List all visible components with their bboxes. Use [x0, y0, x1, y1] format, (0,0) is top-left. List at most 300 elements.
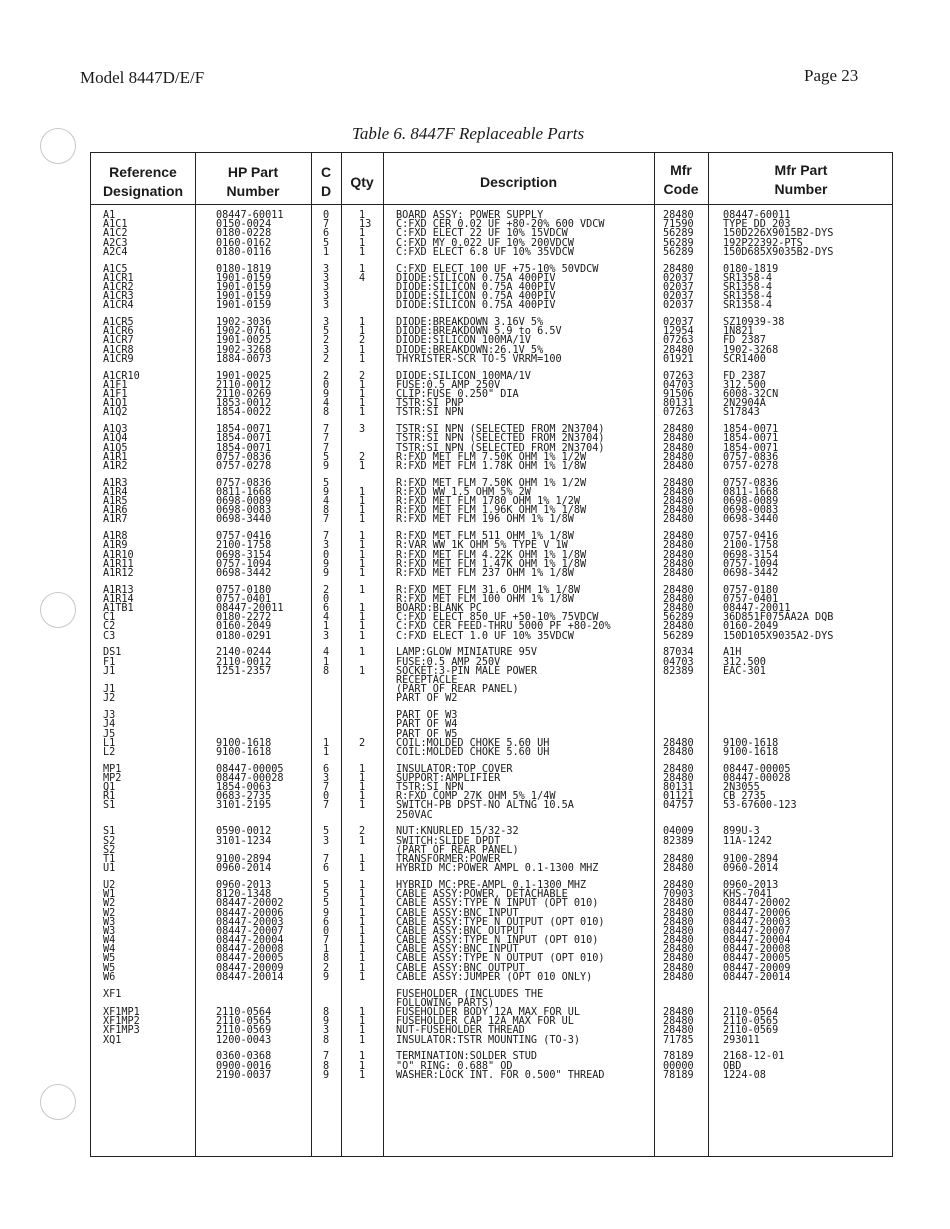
- mfr-part-number: 08447-20002: [723, 898, 791, 910]
- description: C:FXD ELECT 1.0 UF 10% 35VDCW: [396, 630, 574, 642]
- mfr-code: 04757: [663, 800, 694, 812]
- mfr-part-number: 9100-1618: [723, 737, 779, 749]
- mfr-code: 28480: [663, 584, 694, 596]
- mfr-code: 91506: [663, 388, 694, 400]
- check-digit: 8: [323, 1006, 330, 1018]
- mfr-code: 02037: [663, 317, 694, 329]
- check-digit: 1: [323, 944, 330, 956]
- ref-designation: A1CR10: [103, 370, 140, 382]
- check-digit: 7: [323, 424, 330, 436]
- ref-designation: A2C4: [103, 246, 128, 258]
- table-row: [91, 1071, 892, 1080]
- qty: 1: [359, 925, 366, 937]
- mfr-part-number: SCR1400: [723, 353, 766, 365]
- mfr-code: 82389: [663, 665, 694, 677]
- row-group: [91, 265, 892, 311]
- mfr-part-number: 08447-20007: [723, 925, 791, 937]
- hp-part-number: 2100-1758: [216, 540, 272, 552]
- mfr-code: 28480: [663, 953, 694, 965]
- mfr-code: 07263: [663, 370, 694, 382]
- qty: 1: [359, 486, 366, 498]
- hp-part-number: 0150-0024: [216, 219, 272, 231]
- description: COIL:MOLDED CHOKE 5.60 UH: [396, 746, 550, 758]
- qty: 1: [359, 344, 366, 356]
- mfr-part-number: 312.500: [723, 379, 766, 391]
- hp-part-number: 1853-0012: [216, 398, 272, 410]
- ref-designation: W5: [103, 953, 116, 965]
- check-digit: 9: [323, 1069, 330, 1081]
- mfr-code: 28480: [663, 540, 694, 552]
- ref-designation: W5: [103, 962, 116, 974]
- punch-hole-bottom: [40, 1084, 76, 1120]
- description: C:FXD ELECT 22 UF 10% 15VDCW: [396, 228, 568, 240]
- check-digit: 4: [323, 647, 330, 659]
- mfr-part-number: 0180-1819: [723, 263, 779, 275]
- description: THYRISTER-SCR TO-5 VRRM=100: [396, 353, 562, 365]
- check-digit: 4: [323, 398, 330, 410]
- description: R:FXD MET FLM 4.22K OHM 1% 1/8W: [396, 549, 587, 561]
- description: CABLE ASSY:BNC INPUT: [396, 944, 519, 956]
- description: CABLE ASSY:TYPE N OUTPUT (OPT 010): [396, 953, 605, 965]
- check-digit: 3: [323, 772, 330, 784]
- ref-designation: MP1: [103, 763, 122, 775]
- row-group: [91, 211, 892, 257]
- ref-designation: A1R3: [103, 477, 128, 489]
- hp-part-number: 2110-0565: [216, 1016, 272, 1028]
- mfr-part-number: SR1358-4: [723, 272, 773, 284]
- check-digit: 6: [323, 228, 330, 240]
- table-row: [91, 301, 892, 310]
- row-group: [91, 1052, 892, 1080]
- hp-part-number: 0757-0278: [216, 460, 272, 472]
- ref-designation: L1: [103, 737, 116, 749]
- check-digit: 0: [323, 925, 330, 937]
- table-row: [91, 462, 892, 471]
- hp-part-number: 1251-2357: [216, 665, 272, 677]
- ref-designation: C3: [103, 630, 116, 642]
- table-row: [91, 801, 892, 810]
- mfr-part-number: 08447-00028: [723, 772, 791, 784]
- ref-designation: A1R6: [103, 505, 128, 517]
- description: R:FXD MET FLM 1.78K OHM 1% 1/8W: [396, 460, 587, 472]
- qty: 1: [359, 621, 366, 633]
- qty: 1: [359, 549, 366, 561]
- mfr-code: 56289: [663, 630, 694, 642]
- description: R:FXD COMP 27K OHM 5% 1/4W: [396, 791, 556, 803]
- check-digit: 7: [323, 433, 330, 445]
- ref-designation: XF1MP1: [103, 1006, 140, 1018]
- ref-designation: A1CR6: [103, 326, 134, 338]
- mfr-code: 01121: [663, 791, 694, 803]
- check-digit: 5: [323, 477, 330, 489]
- table-row: [91, 569, 892, 578]
- mfr-code: 28480: [663, 603, 694, 615]
- ref-designation: W3: [103, 925, 116, 937]
- description: CABLE ASSY:BNC OUTPUT: [396, 925, 525, 937]
- mfr-code: 87034: [663, 647, 694, 659]
- check-digit: 1: [323, 656, 330, 668]
- description: DIODE:SILICON 0.75A 400PIV: [396, 300, 556, 312]
- table-row: [91, 1036, 892, 1045]
- mfr-code: 28480: [663, 944, 694, 956]
- hp-part-number: 0180-2272: [216, 612, 272, 624]
- mfr-part-number: 0757-0180: [723, 584, 779, 596]
- hp-part-number: 0757-0416: [216, 531, 272, 543]
- row-group: [91, 586, 892, 641]
- hp-part-number: 2110-0564: [216, 1006, 272, 1018]
- qty: 1: [359, 791, 366, 803]
- description: INSULATOR:TOP COVER: [396, 763, 513, 775]
- description: PART OF W5: [396, 728, 458, 740]
- mfr-code: 02037: [663, 281, 694, 293]
- description: DIODE:SILICON 100MA/1V: [396, 335, 531, 347]
- check-digit: 1: [323, 746, 330, 758]
- description: INSULATOR:TSTR MOUNTING (TO-3): [396, 1034, 581, 1046]
- mfr-code: 02037: [663, 291, 694, 303]
- mfr-part-number: 0698-3442: [723, 567, 779, 579]
- mfr-code: 28480: [663, 451, 694, 463]
- qty: 2: [359, 451, 366, 463]
- mfr-code: 56289: [663, 228, 694, 240]
- table-row: [91, 399, 892, 408]
- description: R:FXD MET FLM 7.50K OHM 1% 1/2W: [396, 451, 587, 463]
- description: NUT-FUSEHOLDER THREAD: [396, 1025, 525, 1037]
- ref-designation: S1: [103, 826, 116, 838]
- qty: 1: [359, 1025, 366, 1037]
- mfr-code: 28480: [663, 863, 694, 875]
- qty: 1: [359, 531, 366, 543]
- ref-designation: A1: [103, 210, 116, 221]
- description: TSTR:SI NPN (SELECTED FROM 2N3704): [396, 442, 605, 454]
- ref-designation: L2: [103, 746, 116, 758]
- table-row: [91, 667, 892, 676]
- ref-designation: A2C3: [103, 237, 128, 249]
- mfr-part-number: 0698-0083: [723, 505, 779, 517]
- ref-designation: A1R11: [103, 558, 134, 570]
- row-group: [91, 425, 892, 471]
- hp-part-number: 1854-0071: [216, 433, 272, 445]
- description: CLIP:FUSE 0.250" DIA: [396, 388, 519, 400]
- mfr-code: 28480: [663, 477, 694, 489]
- row-group: [91, 711, 892, 757]
- ref-designation: A1F1: [103, 388, 128, 400]
- check-digit: 2: [323, 584, 330, 596]
- mfr-part-number: 08447-20011: [723, 603, 791, 615]
- check-digit: 9: [323, 567, 330, 579]
- hp-part-number: 0590-0012: [216, 826, 272, 838]
- hp-part-number: 1200-0043: [216, 1034, 272, 1046]
- hp-part-number: 08447-00005: [216, 763, 284, 775]
- table-row: [91, 748, 892, 757]
- description: C:FXD ELECT 6.8 UF 10% 35VDCW: [396, 246, 574, 258]
- table-row: [91, 774, 892, 783]
- ref-designation: A1CR1: [103, 272, 134, 284]
- check-digit: 8: [323, 505, 330, 517]
- ref-designation: A1R10: [103, 549, 134, 561]
- description: DIODE:SILICON 0.75A 400PIV: [396, 291, 556, 303]
- check-digit: 6: [323, 916, 330, 928]
- mfr-code: 82389: [663, 835, 694, 847]
- hp-part-number: 2110-0012: [216, 656, 272, 668]
- hp-part-number: 1902-0761: [216, 326, 272, 338]
- check-digit: 3: [323, 540, 330, 552]
- ref-designation: A1R5: [103, 496, 128, 508]
- description: HYBRID MC:POWER AMPL 0.1-1300 MHZ: [396, 863, 599, 875]
- ref-designation: XQ1: [103, 1034, 122, 1046]
- ref-designation: J2: [103, 693, 116, 705]
- check-digit: 5: [323, 326, 330, 338]
- hp-part-number: 1901-0159: [216, 300, 272, 312]
- hp-part-number: 0757-0836: [216, 451, 272, 463]
- ref-designation: A1Q3: [103, 424, 128, 436]
- check-digit: 9: [323, 486, 330, 498]
- check-digit: 0: [323, 593, 330, 605]
- mfr-code: 28480: [663, 558, 694, 570]
- ref-designation: J3: [103, 710, 116, 722]
- check-digit: 3: [323, 630, 330, 642]
- check-digit: 7: [323, 935, 330, 947]
- qty: 2: [359, 826, 366, 838]
- mfr-code: 28480: [663, 971, 694, 983]
- hp-part-number: 0180-0228: [216, 228, 272, 240]
- hp-part-number: 3101-2195: [216, 800, 272, 812]
- model-label: Model 8447D/E/F: [80, 68, 205, 87]
- mfr-part-number: 08447-20004: [723, 935, 791, 947]
- col-header-description: Description: [479, 174, 557, 190]
- description: LAMP:GLOW MINIATURE 95V: [396, 647, 538, 659]
- hp-part-number: 3101-1234: [216, 835, 272, 847]
- ref-designation: A1CR5: [103, 317, 134, 329]
- description: C:FXD CER FEED-THRU 5000 PF +80-20%: [396, 621, 611, 633]
- hp-part-number: 0698-3154: [216, 549, 272, 561]
- mfr-part-number: 0698-3154: [723, 549, 779, 561]
- ref-designation: A1Q2: [103, 407, 128, 419]
- ref-designation: C1: [103, 612, 116, 624]
- mfr-code: 04009: [663, 826, 694, 838]
- mfr-part-number: 08447-20006: [723, 907, 791, 919]
- qty: 1: [359, 879, 366, 891]
- mfr-part-number: FD 2387: [723, 370, 766, 382]
- mfr-part-number: 0160-2049: [723, 621, 779, 633]
- mfr-part-number: 192P22392-PTS: [723, 237, 803, 249]
- col-header-mfr-code: Mfr Code: [663, 162, 699, 197]
- check-digit: 8: [323, 665, 330, 677]
- check-digit: 3: [323, 344, 330, 356]
- hp-part-number: 0757-0836: [216, 477, 272, 489]
- hp-part-number: 08447-20005: [216, 953, 284, 965]
- qty: 1: [359, 326, 366, 338]
- description: R:FXD MET FLM 100 OHM 1% 1/8W: [396, 593, 574, 605]
- hp-part-number: 0180-0291: [216, 630, 272, 642]
- hp-part-number: 0757-0401: [216, 593, 272, 605]
- table-row: [91, 408, 892, 417]
- mfr-code: 56289: [663, 237, 694, 249]
- check-digit: 9: [323, 558, 330, 570]
- qty: 1: [359, 944, 366, 956]
- mfr-part-number: 2168-12-01: [723, 1051, 785, 1063]
- mfr-part-number: 6008-32CN: [723, 388, 779, 400]
- qty: 1: [359, 971, 366, 983]
- qty: 1: [359, 835, 366, 847]
- table-row: [91, 515, 892, 524]
- mfr-part-number: 0698-3440: [723, 514, 779, 526]
- ref-designation: A1R14: [103, 593, 134, 605]
- description: DIODE:BREAKDOWN 5.9 to 6.5V: [396, 326, 562, 338]
- qty: 1: [359, 210, 366, 221]
- check-digit: 6: [323, 863, 330, 875]
- qty: 1: [359, 317, 366, 329]
- description: SWITCH-PB DPST-NO ALTNG 10.5A: [396, 800, 574, 812]
- hp-part-number: 2190-0037: [216, 1069, 272, 1081]
- qty: 1: [359, 853, 366, 865]
- mfr-part-number: 1902-3268: [723, 344, 779, 356]
- mfr-code: 28480: [663, 879, 694, 891]
- col-header-cd: C D: [320, 164, 332, 199]
- qty: 1: [359, 647, 366, 659]
- mfr-code: 28480: [663, 496, 694, 508]
- ref-designation: J1: [103, 665, 116, 677]
- qty: 1: [359, 935, 366, 947]
- hp-part-number: 0698-3442: [216, 567, 272, 579]
- description: TRANSFORMER:POWER: [396, 853, 501, 865]
- ref-designation: XF1: [103, 988, 122, 1000]
- ref-designation: A1C5: [103, 263, 128, 275]
- ref-designation: A1CR4: [103, 300, 134, 312]
- punch-hole-middle: [40, 592, 76, 628]
- mfr-code: 78189: [663, 1051, 694, 1063]
- ref-designation: A1R2: [103, 460, 128, 472]
- table-row: [91, 811, 892, 820]
- row-group: [91, 318, 892, 364]
- mfr-code: 28480: [663, 1025, 694, 1037]
- ref-designation: A1CR9: [103, 353, 134, 365]
- mfr-code: 04703: [663, 379, 694, 391]
- hp-part-number: 0757-0180: [216, 584, 272, 596]
- mfr-code: 28480: [663, 567, 694, 579]
- ref-designation: XF1MP3: [103, 1025, 140, 1037]
- check-digit: 0: [323, 549, 330, 561]
- ref-designation: A1R13: [103, 584, 134, 596]
- hp-part-number: 1854-0063: [216, 782, 272, 794]
- mfr-part-number: 53-67600-123: [723, 800, 797, 812]
- ref-designation: A1R12: [103, 567, 134, 579]
- check-digit: 2: [323, 353, 330, 365]
- description: DIODE:SILICON 0.75A 400PIV: [396, 272, 556, 284]
- mfr-part-number: 2110-0565: [723, 1016, 779, 1028]
- mfr-code: 70903: [663, 889, 694, 901]
- mfr-part-number: SR1358-4: [723, 291, 773, 303]
- hp-part-number: 1901-0025: [216, 370, 272, 382]
- mfr-code: 28480: [663, 505, 694, 517]
- check-digit: 7: [323, 442, 330, 454]
- hp-part-number: 1901-0159: [216, 272, 272, 284]
- mfr-part-number: KHS-7041: [723, 889, 773, 901]
- qty: 1: [359, 353, 366, 365]
- description: CABLE ASSY:TYPE N OUTPUT (OPT 010): [396, 916, 605, 928]
- check-digit: 0: [323, 210, 330, 221]
- ref-designation: A1C1: [103, 219, 128, 231]
- description: R:FXD MET FLM 1780 OHM 1% 1/2W: [396, 496, 581, 508]
- qty: 13: [359, 219, 372, 231]
- mfr-part-number: 150D685X9035B2-DYS: [723, 246, 834, 258]
- hp-part-number: 2110-0569: [216, 1025, 272, 1037]
- table-row: [91, 720, 892, 729]
- table-body: [91, 211, 892, 1080]
- mfr-part-number: 150D105X9035A2-DYS: [723, 630, 834, 642]
- qty: 1: [359, 665, 366, 677]
- description: TSTR:SI NPN (SELECTED FROM 2N3704): [396, 424, 605, 436]
- mfr-part-number: 08447-60011: [723, 210, 791, 221]
- hp-part-number: 08447-20002: [216, 898, 284, 910]
- row-group: [91, 765, 892, 820]
- hp-part-number: 1902-3268: [216, 344, 272, 356]
- check-digit: 5: [323, 826, 330, 838]
- table-row: [91, 632, 892, 641]
- hp-part-number: 0180-0116: [216, 246, 272, 258]
- hp-part-number: 0698-0083: [216, 505, 272, 517]
- description: (PART OF REAR PANEL): [396, 844, 519, 856]
- description: HYBRID MC:PRE-AMPL 0.1-1300 MHZ: [396, 879, 587, 891]
- hp-part-number: 2110-0012: [216, 379, 272, 391]
- qty: 1: [359, 388, 366, 400]
- ref-designation: S2: [103, 835, 116, 847]
- ref-designation: S1: [103, 800, 116, 812]
- check-digit: 9: [323, 971, 330, 983]
- mfr-part-number: 1854-0071: [723, 442, 779, 454]
- description: COIL:MOLDED CHOKE 5.60 UH: [396, 737, 550, 749]
- mfr-part-number: 150D226X9015B2-DYS: [723, 228, 834, 240]
- description: C:FXD CER 0.02 UF +80-20% 600 VDCW: [396, 219, 605, 231]
- mfr-part-number: 9100-1618: [723, 746, 779, 758]
- col-header-mfr-part: Mfr Part Number: [774, 162, 828, 197]
- mfr-part-number: 2110-0564: [723, 1006, 779, 1018]
- hp-part-number: 1901-0159: [216, 291, 272, 303]
- mfr-part-number: SR1358-4: [723, 281, 773, 293]
- row-group: [91, 990, 892, 1045]
- qty: 1: [359, 1034, 366, 1046]
- col-header-hp-part: HP Part Number: [226, 164, 280, 199]
- mfr-part-number: EAC-301: [723, 665, 766, 677]
- description: FUSE:0.5 AMP 250V: [396, 379, 501, 391]
- ref-designation: U1: [103, 863, 116, 875]
- description: DIODE:BREAKDOWN 3.16V 5%: [396, 317, 544, 329]
- mfr-code: 80131: [663, 782, 694, 794]
- ref-designation: A1CR2: [103, 281, 134, 293]
- hp-part-number: 0811-1668: [216, 486, 272, 498]
- mfr-code: 28480: [663, 772, 694, 784]
- ref-designation: W4: [103, 935, 116, 947]
- mfr-part-number: 0757-0836: [723, 451, 779, 463]
- description: 250VAC: [396, 809, 433, 821]
- mfr-part-number: 9100-2894: [723, 853, 779, 865]
- mfr-part-number: 0757-0278: [723, 460, 779, 472]
- check-digit: 5: [323, 237, 330, 249]
- description: R:FXD MET FLM 7.50K OHM 1% 1/2W: [396, 477, 587, 489]
- check-digit: 3: [323, 1025, 330, 1037]
- mfr-code: 28480: [663, 460, 694, 472]
- hp-part-number: 08447-20009: [216, 962, 284, 974]
- check-digit: 0: [323, 791, 330, 803]
- qty: 1: [359, 514, 366, 526]
- hp-part-number: 0683-2735: [216, 791, 272, 803]
- mfr-code: 07263: [663, 407, 694, 419]
- description: CABLE ASSY:POWER, DETACHABLE: [396, 889, 568, 901]
- check-digit: 3: [323, 281, 330, 293]
- qty: 1: [359, 612, 366, 624]
- qty: 1: [359, 953, 366, 965]
- description: TERMINATION:SOLDER STUD: [396, 1051, 538, 1063]
- description: NUT:KNURLED 15/32-32: [396, 826, 519, 838]
